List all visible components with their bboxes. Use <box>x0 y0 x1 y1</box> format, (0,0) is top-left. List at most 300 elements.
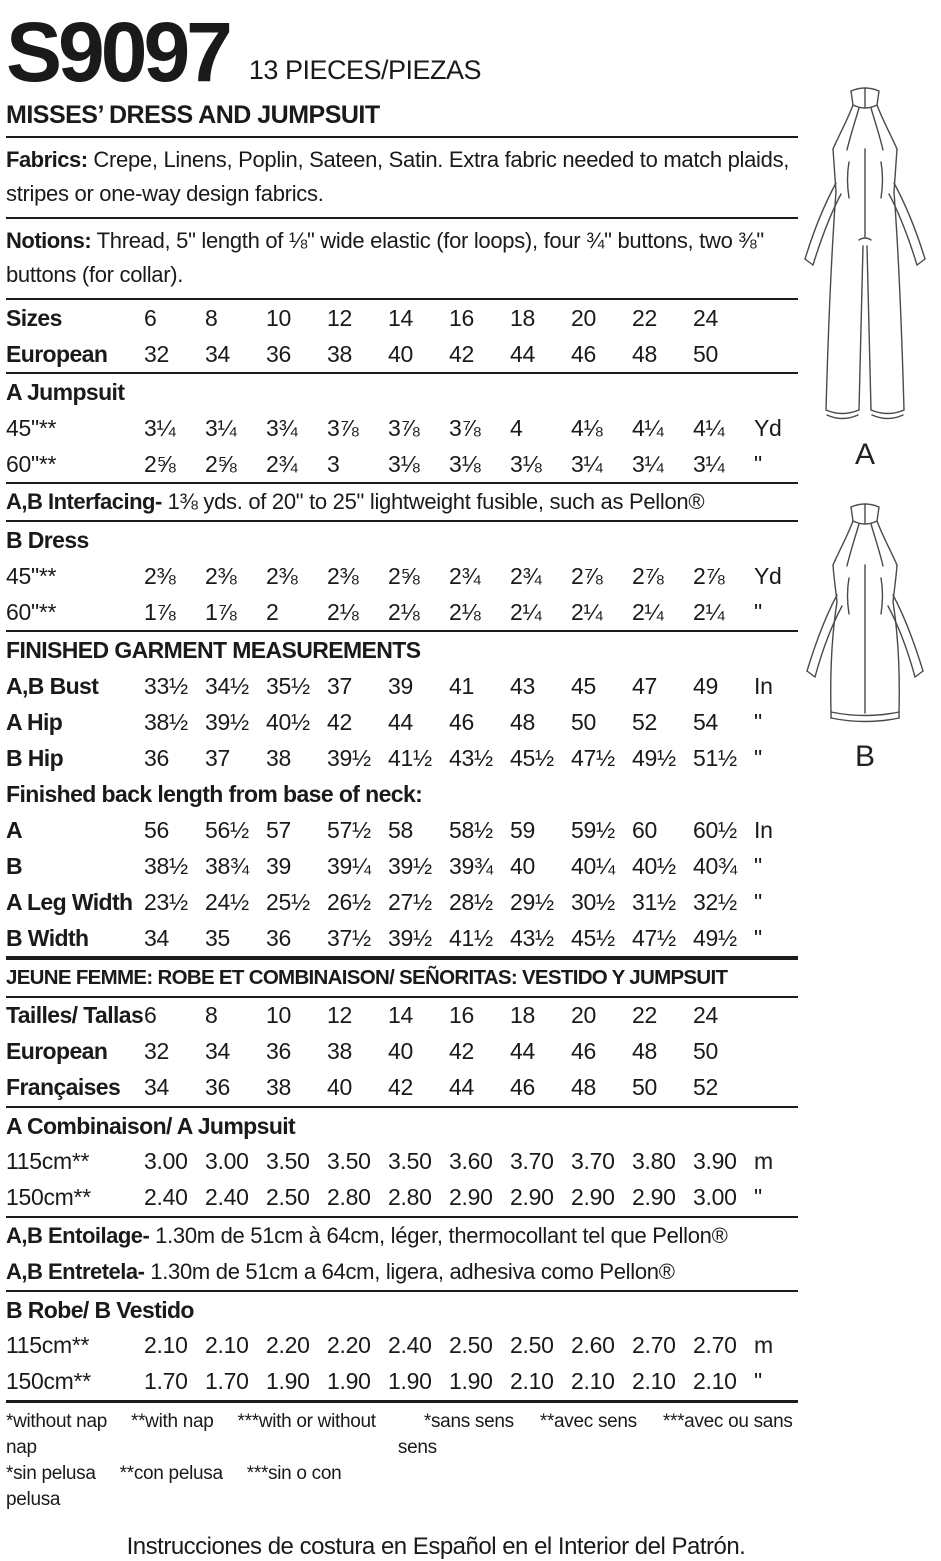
table-cell: 22 <box>632 304 657 331</box>
table-cell: 47½ <box>571 744 615 771</box>
table-row <box>6 1070 798 1106</box>
table-cell: 39¼ <box>327 852 371 879</box>
section-heading: FINISHED GARMENT MEASUREMENTS <box>6 637 421 663</box>
table-cell: 2⅜ <box>144 562 176 589</box>
table-row <box>6 446 798 482</box>
note-text: 1⅜ yds. of 20" to 25" lightweight fusible, such as Pellon® <box>161 489 705 514</box>
table-cell: 30½ <box>571 888 615 915</box>
table-cell: 14 <box>388 1002 413 1028</box>
table-row <box>6 1180 798 1216</box>
note-lead: A,B Interfacing- <box>6 489 162 514</box>
table-cell: 39½ <box>388 852 432 879</box>
pieces-count: 13 PIECES/PIEZAS <box>248 55 482 85</box>
table-cell: 2.70 <box>693 1332 737 1358</box>
table-cell: 32½ <box>693 888 737 915</box>
table-row <box>6 704 798 740</box>
table-cell: 40¾ <box>693 852 737 879</box>
table-cell: 1.90 <box>388 1368 432 1394</box>
table-note <box>6 484 798 520</box>
table-cell: 2⅝ <box>205 450 237 477</box>
row-label: 60"** <box>6 598 57 625</box>
table-row <box>6 1364 798 1400</box>
table-cell: 24 <box>693 1002 718 1028</box>
table-cell: 40 <box>388 340 413 367</box>
table-cell: 51½ <box>693 744 737 771</box>
table-cell: 40 <box>327 1074 352 1100</box>
table-cell: 31½ <box>632 888 676 915</box>
footnote-item: *without nap <box>6 1411 107 1432</box>
table-row <box>6 740 798 776</box>
unit-cell: " <box>754 888 762 915</box>
table-cell: 2.80 <box>388 1184 432 1210</box>
table-cell: 4 <box>510 414 523 441</box>
table-cell: 38½ <box>144 708 188 735</box>
section-heading: B Robe/ B Vestido <box>6 1296 194 1323</box>
table-cell: 2.90 <box>510 1184 554 1210</box>
table-cell: 46 <box>571 1038 596 1064</box>
table-cell: 46 <box>510 1074 535 1100</box>
section-heading: A Jumpsuit <box>6 379 125 405</box>
table-cell: 35½ <box>266 672 310 699</box>
table-cell: 2¼ <box>632 598 664 625</box>
note-lead: A,B Entoilage- <box>6 1222 150 1248</box>
table-cell: 1.70 <box>205 1368 249 1394</box>
table-cell: 8 <box>205 1002 218 1028</box>
table-cell: 41 <box>449 672 474 699</box>
table-cell: 3.00 <box>693 1184 737 1210</box>
table-cell: 2.10 <box>571 1368 615 1394</box>
table-row <box>6 336 798 372</box>
row-label: B Width <box>6 924 89 951</box>
section-heading: A Combinaison/ A Jumpsuit <box>6 1112 296 1139</box>
table-cell: 3¼ <box>693 450 725 477</box>
footnote-line-french <box>398 1409 798 1461</box>
page-title: MISSES’ DRESS AND JUMPSUIT <box>6 101 380 129</box>
table-cell: 54 <box>693 708 718 735</box>
table-cell: 2¼ <box>571 598 603 625</box>
table-cell: 48 <box>632 340 657 367</box>
table-cell: 43½ <box>449 744 493 771</box>
table-row <box>6 920 798 956</box>
table-row <box>6 884 798 920</box>
table-cell: 49½ <box>693 924 737 951</box>
table-row <box>6 812 798 848</box>
table-cell: 36 <box>144 744 169 771</box>
row-label: A Leg Width <box>6 888 133 915</box>
table-cell: 42 <box>449 1038 474 1064</box>
table-cell: 3.70 <box>510 1148 554 1174</box>
table-cell: 2.10 <box>205 1332 249 1358</box>
table-cell: 2⅞ <box>693 562 725 589</box>
table-cell: 3.60 <box>449 1148 493 1174</box>
table-cell: 44 <box>510 340 535 367</box>
table-cell: 1⅞ <box>144 598 176 625</box>
table-cell: 3.50 <box>327 1148 371 1174</box>
table-cell: 36 <box>266 924 291 951</box>
table-cell: 47 <box>632 672 657 699</box>
note-text: 1.30m de 51cm à 64cm, léger, thermocollant tel que Pellon® <box>149 1222 728 1248</box>
table-cell: 27½ <box>388 888 432 915</box>
row-label: B Hip <box>6 744 64 771</box>
table-note <box>6 1254 798 1290</box>
table-cell: 38½ <box>144 852 188 879</box>
row-label: 150cm** <box>6 1368 91 1394</box>
fabrics-label: Fabrics: <box>6 147 88 172</box>
table-cell: 39¾ <box>449 852 493 879</box>
table-cell: 39½ <box>205 708 249 735</box>
unit-cell: In <box>754 672 773 699</box>
section-heading: B Dress <box>6 527 89 553</box>
table-row <box>6 300 798 336</box>
footnote-line-english <box>6 1409 398 1461</box>
table-cell: 2⅛ <box>388 598 420 625</box>
table-cell: 2¼ <box>693 598 725 625</box>
row-label: 45"** <box>6 414 57 441</box>
table-row <box>6 1328 798 1364</box>
unit-cell: " <box>754 852 762 879</box>
table-cell: 3¾ <box>266 414 298 441</box>
table-cell: 2⅞ <box>571 562 603 589</box>
row-label: 115cm** <box>6 1332 90 1358</box>
table-cell: 3.00 <box>205 1148 249 1174</box>
table-cell: 2.10 <box>510 1368 554 1394</box>
table-cell: 3.90 <box>693 1148 737 1174</box>
table-cell: 8 <box>205 304 218 331</box>
note-text: 1.30m de 51cm a 64cm, ligera, adhesiva como Pellon® <box>144 1258 675 1284</box>
table-cell: 32 <box>144 1038 169 1064</box>
table-cell: 3⅛ <box>388 450 420 477</box>
table-cell: 2.40 <box>205 1184 249 1210</box>
table-cell: 3⅞ <box>449 414 481 441</box>
table-cell: 1⅞ <box>205 598 237 625</box>
row-label: Françaises <box>6 1074 121 1100</box>
table-cell: 2⅝ <box>144 450 176 477</box>
table-cell: 3⅛ <box>449 450 481 477</box>
table-cell: 1.90 <box>327 1368 371 1394</box>
table-cell: 50 <box>571 708 596 735</box>
table-cell: 2.20 <box>266 1332 310 1358</box>
unit-cell: " <box>754 708 762 735</box>
table-row <box>6 410 798 446</box>
table-row <box>6 1034 798 1070</box>
table-row <box>6 998 798 1034</box>
table-cell: 46 <box>571 340 596 367</box>
table-cell: 45½ <box>510 744 554 771</box>
table-cell: 3¼ <box>144 414 176 441</box>
measurement-table <box>6 300 798 1403</box>
footnote-item: **con pelusa <box>119 1463 223 1484</box>
table-cell: 3.00 <box>144 1148 188 1174</box>
table-cell: 6 <box>144 304 157 331</box>
notions-text: Thread, 5" length of ⅛" wide elastic (for loops), four ¾" buttons, two ⅜" buttons (for collar). <box>6 228 764 287</box>
table-cell: 28½ <box>449 888 493 915</box>
table-cell: 3.50 <box>388 1148 432 1174</box>
unit-cell: " <box>754 450 762 477</box>
table-cell: 2¼ <box>510 598 542 625</box>
table-cell: 58 <box>388 816 413 843</box>
view-b-label: B <box>854 740 875 773</box>
view-a-figure <box>790 86 940 472</box>
unit-cell: Yd <box>754 562 782 589</box>
table-cell: 50 <box>693 340 718 367</box>
table-cell: 43½ <box>510 924 554 951</box>
table-cell: 24 <box>693 304 718 331</box>
table-cell: 38 <box>266 1074 291 1100</box>
table-cell: 2.10 <box>632 1368 676 1394</box>
table-cell: 38 <box>266 744 291 771</box>
table-cell: 2⅛ <box>449 598 481 625</box>
table-cell: 3¼ <box>571 450 603 477</box>
table-cell: 45½ <box>571 924 615 951</box>
footnote-item: *sans sens <box>423 1411 514 1432</box>
table-cell: 37 <box>327 672 352 699</box>
table-cell: 42 <box>388 1074 413 1100</box>
table-cell: 34 <box>205 340 230 367</box>
table-cell: 39 <box>388 672 413 699</box>
footnote-item: **with nap <box>130 1411 214 1432</box>
table-cell: 2.10 <box>693 1368 737 1394</box>
table-cell: 12 <box>327 1002 352 1028</box>
table-cell: 37 <box>205 744 230 771</box>
table-cell: 26½ <box>327 888 371 915</box>
footnotes-english-spanish <box>6 1409 398 1513</box>
table-cell: 6 <box>144 1002 157 1028</box>
table-cell: 18 <box>510 304 535 331</box>
row-label: A Hip <box>6 708 63 735</box>
table-row <box>6 594 798 630</box>
unit-cell: " <box>754 1368 762 1394</box>
table-cell: 38¾ <box>205 852 249 879</box>
row-label: 115cm** <box>6 1148 90 1174</box>
table-cell: 40¼ <box>571 852 615 879</box>
table-row <box>6 848 798 884</box>
unit-cell: " <box>754 1184 762 1210</box>
table-cell: 36 <box>205 1074 230 1100</box>
table-cell: 3⅞ <box>327 414 359 441</box>
table-cell: 1.70 <box>144 1368 188 1394</box>
table-cell: 34 <box>205 1038 230 1064</box>
table-cell: 4⅛ <box>571 414 603 441</box>
table-cell: 48 <box>632 1038 657 1064</box>
table-cell: 18 <box>510 1002 535 1028</box>
table-row <box>6 558 798 594</box>
row-label: B <box>6 852 23 879</box>
table-cell: 49½ <box>632 744 676 771</box>
table-cell: 42 <box>327 708 352 735</box>
table-cell: 39 <box>266 852 291 879</box>
table-cell: 2.20 <box>327 1332 371 1358</box>
table-cell: 2.70 <box>632 1332 676 1358</box>
table-cell: 46 <box>449 708 474 735</box>
table-cell: 48 <box>510 708 535 735</box>
table-cell: 34 <box>144 924 169 951</box>
table-cell: 29½ <box>510 888 554 915</box>
table-cell: 3⅞ <box>388 414 420 441</box>
table-cell: 60½ <box>693 816 737 843</box>
table-cell: 50 <box>693 1038 718 1064</box>
unit-cell: " <box>754 924 762 951</box>
jumpsuit-illustration <box>790 86 940 434</box>
table-cell: 2⅝ <box>388 562 420 589</box>
row-label: Sizes <box>6 304 62 331</box>
table-cell: 2¾ <box>266 450 298 477</box>
table-cell: 2.50 <box>510 1332 554 1358</box>
view-b-figure <box>790 502 940 774</box>
table-cell: 2.60 <box>571 1332 615 1358</box>
unit-cell: In <box>754 816 773 843</box>
table-cell: 48 <box>571 1074 596 1100</box>
section-heading: Finished back length from base of neck: <box>6 781 423 807</box>
table-note <box>6 1218 798 1254</box>
table-cell: 47½ <box>632 924 676 951</box>
table-cell: 2⅞ <box>632 562 664 589</box>
table-cell: 10 <box>266 1002 291 1028</box>
table-cell: 2.10 <box>144 1332 188 1358</box>
row-label: European <box>6 1038 108 1064</box>
table-cell: 2.50 <box>266 1184 310 1210</box>
footnote-item: ***with or without nap <box>6 1411 376 1458</box>
table-cell: 1.90 <box>266 1368 310 1394</box>
table-cell: 2.90 <box>632 1184 676 1210</box>
row-label: 45"** <box>6 562 57 589</box>
notions-paragraph <box>6 219 798 298</box>
table-cell: 57 <box>266 816 291 843</box>
table-cell: 37½ <box>327 924 371 951</box>
table-cell: 43 <box>510 672 535 699</box>
fabrics-text: Crepe, Linens, Poplin, Sateen, Satin. Extra fabric needed to match plaids, stripes or one-way design fabrics. <box>6 147 790 206</box>
table-cell: 40½ <box>632 852 676 879</box>
masthead <box>6 4 798 99</box>
table-cell: 38 <box>327 1038 352 1064</box>
unit-cell: " <box>754 598 762 625</box>
notions-label: Notions: <box>6 228 92 253</box>
table-cell: 41½ <box>449 924 493 951</box>
table-cell: 2.80 <box>327 1184 371 1210</box>
table-row <box>6 1144 798 1180</box>
table-cell: 3¼ <box>205 414 237 441</box>
table-cell: 3 <box>327 450 340 477</box>
table-cell: 2.40 <box>388 1332 432 1358</box>
table-cell: 44 <box>388 708 413 735</box>
table-cell: 60 <box>632 816 657 843</box>
row-label: A,B Bust <box>6 672 99 699</box>
table-row <box>6 668 798 704</box>
spanish-instructions-note: Instrucciones de costura en Español en el Interior del Patrón. <box>126 1533 746 1560</box>
table-cell: 35 <box>205 924 230 951</box>
table-cell: 59 <box>510 816 535 843</box>
unit-cell: m <box>754 1148 773 1174</box>
table-cell: 2⅜ <box>266 562 298 589</box>
row-label: A <box>6 816 23 843</box>
footnote-item: **avec sens <box>539 1411 637 1432</box>
table-cell: 2 <box>266 598 279 625</box>
table-cell: 3.70 <box>571 1148 615 1174</box>
unit-cell: m <box>754 1332 773 1358</box>
table-cell: 36 <box>266 340 291 367</box>
table-cell: 1.90 <box>449 1368 493 1394</box>
fabrics-paragraph <box>6 138 798 217</box>
table-cell: 12 <box>327 304 352 331</box>
table-cell: 2.90 <box>571 1184 615 1210</box>
table-cell: 52 <box>693 1074 718 1100</box>
table-cell: 2.40 <box>144 1184 188 1210</box>
row-label: 150cm** <box>6 1184 91 1210</box>
nap-footnotes <box>6 1403 798 1513</box>
table-cell: 40 <box>388 1038 413 1064</box>
table-cell: 3.80 <box>632 1148 676 1174</box>
table-cell: 3¼ <box>632 450 664 477</box>
table-cell: 52 <box>632 708 657 735</box>
footnote-item: *sin pelusa <box>6 1463 96 1484</box>
table-cell: 45 <box>571 672 596 699</box>
table-cell: 2.50 <box>449 1332 493 1358</box>
table-cell: 40 <box>510 852 535 879</box>
view-a-label: A <box>854 438 875 471</box>
table-cell: 56 <box>144 816 169 843</box>
table-cell: 4¼ <box>632 414 664 441</box>
table-cell: 32 <box>144 340 169 367</box>
table-cell: 44 <box>449 1074 474 1100</box>
table-cell: 3⅛ <box>510 450 542 477</box>
table-cell: 25½ <box>266 888 310 915</box>
table-cell: 56½ <box>205 816 249 843</box>
table-cell: 23½ <box>144 888 188 915</box>
table-cell: 2⅛ <box>327 598 359 625</box>
table-cell: 2¾ <box>510 562 542 589</box>
table-cell: 40½ <box>266 708 310 735</box>
table-cell: 16 <box>449 1002 474 1028</box>
table-cell: 39½ <box>327 744 371 771</box>
table-cell: 58½ <box>449 816 493 843</box>
unit-cell: " <box>754 744 762 771</box>
table-cell: 24½ <box>205 888 249 915</box>
table-cell: 10 <box>266 304 291 331</box>
table-cell: 3.50 <box>266 1148 310 1174</box>
note-lead: A,B Entretela- <box>6 1258 145 1284</box>
table-cell: 44 <box>510 1038 535 1064</box>
table-cell: 33½ <box>144 672 188 699</box>
pattern-number: S9097 <box>6 5 229 99</box>
table-cell: 36 <box>266 1038 291 1064</box>
footnote-line-spanish <box>6 1461 398 1513</box>
footnote-item: ***avec ou sans sens <box>397 1411 793 1458</box>
footnotes-french <box>398 1409 798 1513</box>
table-cell: 2.90 <box>449 1184 493 1210</box>
table-cell: 2⅜ <box>327 562 359 589</box>
table-cell: 59½ <box>571 816 615 843</box>
table-cell: 4¼ <box>693 414 725 441</box>
table-cell: 34½ <box>205 672 249 699</box>
table-cell: 22 <box>632 1002 657 1028</box>
table-cell: 2¾ <box>449 562 481 589</box>
table-cell: 2⅜ <box>205 562 237 589</box>
table-cell: 16 <box>449 304 474 331</box>
footnote-item: ***sin o con pelusa <box>6 1463 342 1510</box>
table-cell: 20 <box>571 304 596 331</box>
table-cell: 39½ <box>388 924 432 951</box>
table-cell: 34 <box>144 1074 169 1100</box>
table-cell: 14 <box>388 304 413 331</box>
row-label: European <box>6 340 108 367</box>
table-cell: 42 <box>449 340 474 367</box>
table-cell: 41½ <box>388 744 432 771</box>
table-cell: 57½ <box>327 816 371 843</box>
section-heading: JEUNE FEMME: ROBE ET COMBINAISON/ SEÑORITAS: VESTIDO Y JUMPSUIT <box>6 965 728 989</box>
dress-illustration <box>790 502 940 736</box>
table-cell: 38 <box>327 340 352 367</box>
table-cell: 49 <box>693 672 718 699</box>
row-label: Tailles/ Tallas <box>6 1002 144 1028</box>
